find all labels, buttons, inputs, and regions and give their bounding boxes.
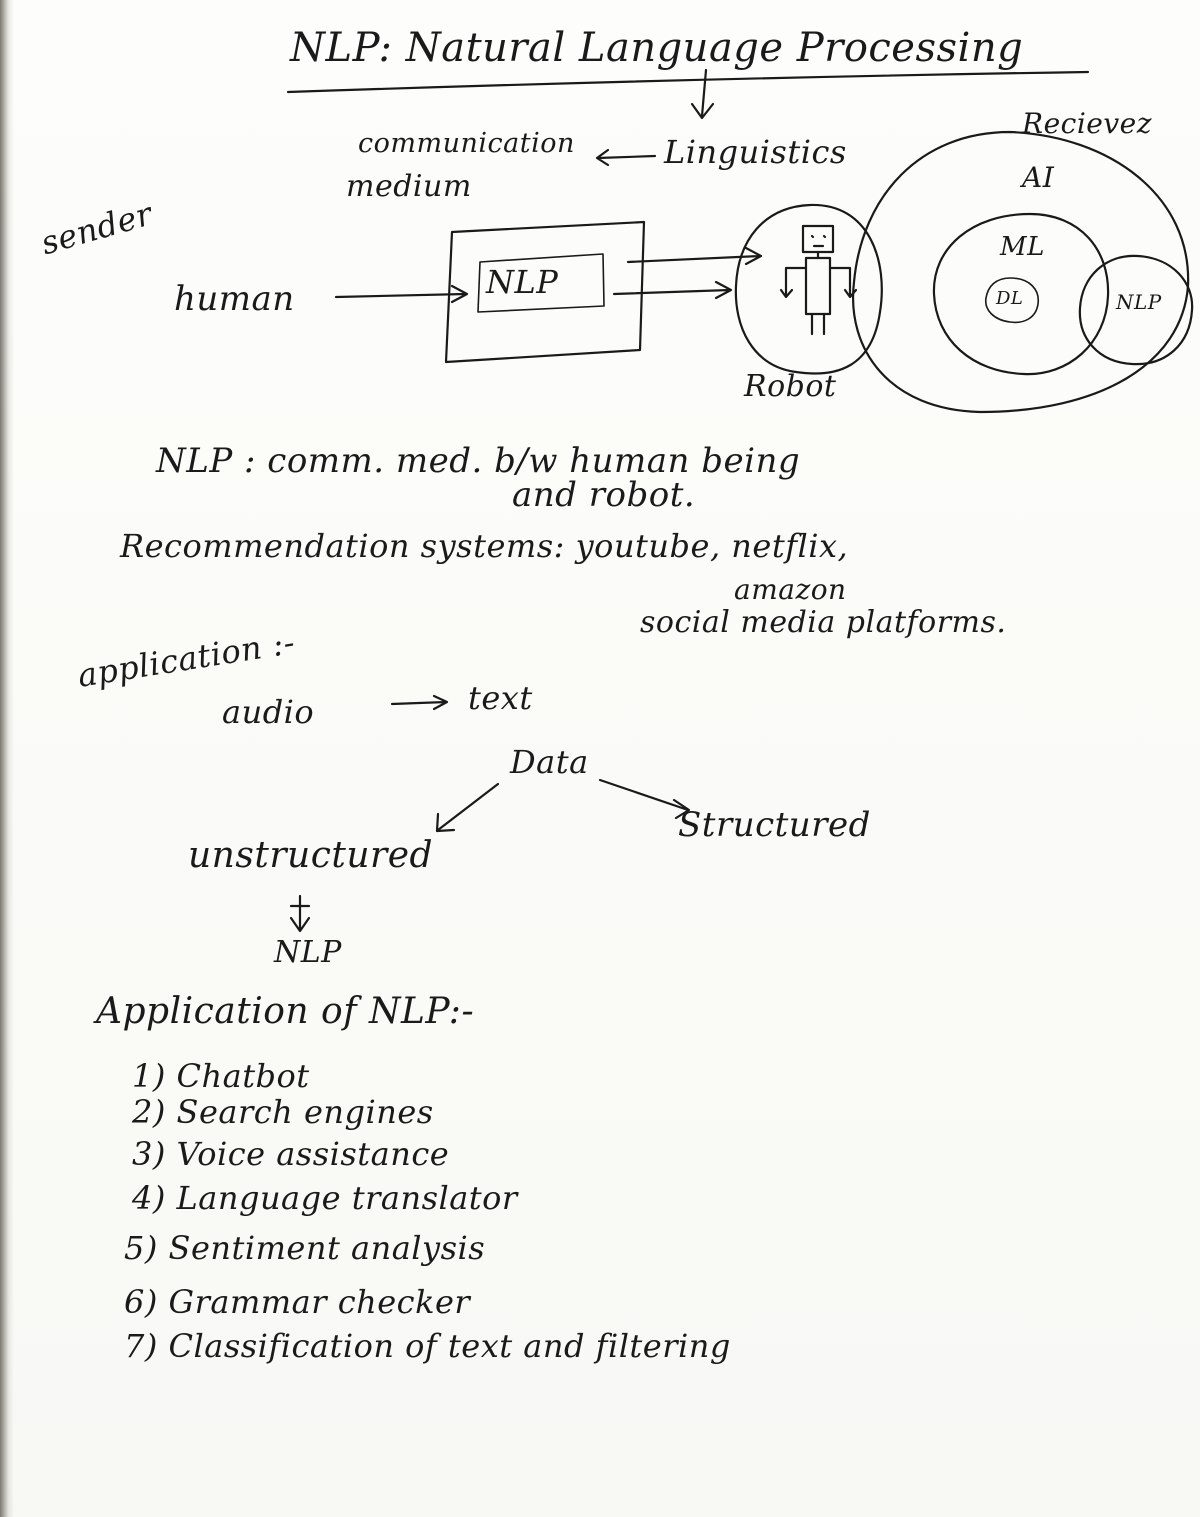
data-left-arrow <box>437 784 498 831</box>
application-item: 7) Classification of text and filtering <box>124 1327 731 1365</box>
linguistics-left-arrow <box>597 150 655 165</box>
unstructured-down-arrow <box>291 896 309 931</box>
page-title: NLP: Natural Language Processing <box>290 25 1024 71</box>
ai-circle <box>853 132 1188 412</box>
nlp-circle-label: NLP <box>1116 290 1162 314</box>
linguistics-down-arrow <box>692 70 713 118</box>
robot-figure <box>781 226 856 334</box>
application-item: 5) Sentiment analysis <box>124 1229 486 1267</box>
human-to-nlp-arrow <box>336 286 467 302</box>
robot-label: Robot <box>744 369 837 404</box>
ml-label: ML <box>1000 232 1045 262</box>
application-item: 6) Grammar checker <box>124 1283 471 1321</box>
receiver-label: Recievez <box>1022 107 1152 140</box>
application-item: 3) Voice assistance <box>132 1135 450 1173</box>
recommendation-line-2: amazon <box>734 573 847 606</box>
recommendation-line-3: social media platforms. <box>640 605 1007 640</box>
application-item: 4) Language translator <box>132 1179 518 1217</box>
sender-label: sender <box>36 194 157 263</box>
data-right-arrow <box>600 780 689 818</box>
unstructured-label: unstructured <box>188 835 434 876</box>
communication-label: communication <box>358 128 575 159</box>
robot-circle <box>736 205 882 374</box>
definition-line-2: and robot. <box>512 475 696 515</box>
ai-label: AI <box>1022 161 1055 194</box>
application-heading: application :- <box>75 622 298 695</box>
audio-label: audio <box>222 693 315 731</box>
linguistics-label: Linguistics <box>664 133 847 171</box>
title-underline <box>288 72 1088 92</box>
applications-heading: Application of NLP:- <box>96 991 475 1032</box>
nlp-to-robot-arrow-2 <box>614 282 731 298</box>
data-root-label: Data <box>510 743 589 781</box>
structured-label: Structured <box>678 805 871 845</box>
nlp-box-label: NLP <box>486 263 559 301</box>
dl-label: DL <box>996 288 1024 309</box>
text-label: text <box>468 679 533 717</box>
medium-label: medium <box>346 169 472 204</box>
application-item: 1) Chatbot <box>132 1057 310 1095</box>
audio-to-text-arrow <box>392 696 447 709</box>
human-label: human <box>174 279 295 319</box>
recommendation-line-1: Recommendation systems: youtube, netflix, <box>120 527 849 565</box>
definition-line-1: NLP : comm. med. b/w human being <box>156 441 801 481</box>
nlp-below-label: NLP <box>274 935 342 970</box>
application-item: 2) Search engines <box>132 1093 434 1131</box>
